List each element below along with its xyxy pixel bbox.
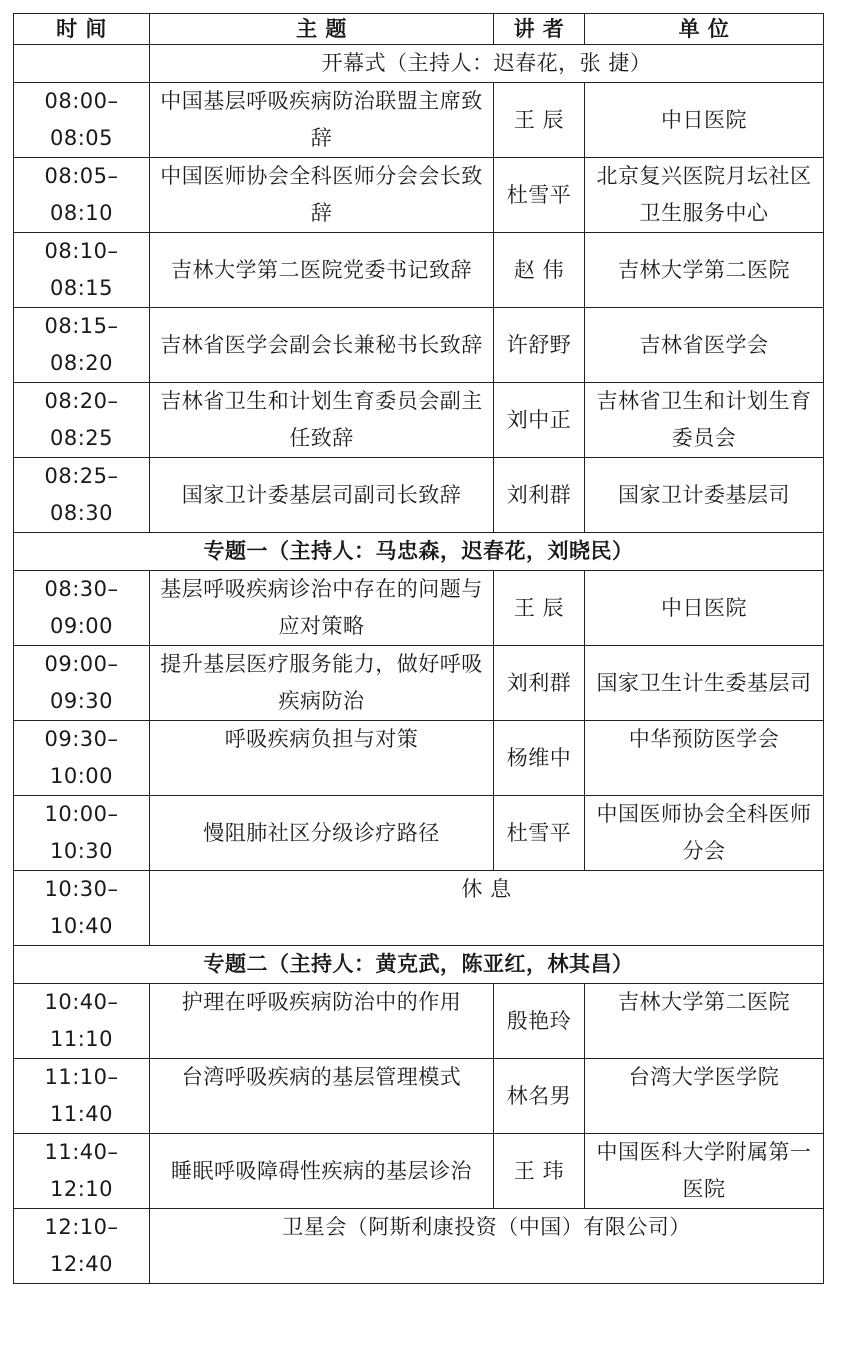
unit-cell: 国家卫生计生委基层司: [585, 646, 824, 721]
time-cell: 09:00–09:30: [14, 646, 150, 721]
unit-cell: 中华预防医学会: [585, 721, 824, 796]
unit-cell: 中国医科大学附属第一医院: [585, 1134, 824, 1209]
unit-cell: 中国医师协会全科医师分会: [585, 796, 824, 871]
break-label: 休 息: [150, 871, 824, 946]
opening-title: 开幕式（主持人：迟春花，张 捷）: [150, 45, 824, 83]
topic-cell: 台湾呼吸疾病的基层管理模式: [150, 1059, 494, 1134]
time-cell: 10:40–11:10: [14, 984, 150, 1059]
table-row: [14, 158, 824, 233]
speaker-cell: 王 辰: [494, 571, 585, 646]
topic-cell: 护理在呼吸疾病防治中的作用: [150, 984, 494, 1059]
table-row: [14, 1059, 824, 1134]
speaker-cell: 杜雪平: [494, 158, 585, 233]
table-row: [14, 721, 824, 796]
unit-cell: 中日医院: [585, 571, 824, 646]
topic-cell: 国家卫计委基层司副司长致辞: [150, 458, 494, 533]
speaker-cell: 赵 伟: [494, 233, 585, 308]
speaker-cell: 王 玮: [494, 1134, 585, 1209]
time-cell: 11:40–12:10: [14, 1134, 150, 1209]
time-cell: 08:15–08:20: [14, 308, 150, 383]
time-cell: 12:10–12:40: [14, 1209, 150, 1284]
unit-cell: 吉林省卫生和计划生育委员会: [585, 383, 824, 458]
time-cell: 10:30–10:40: [14, 871, 150, 946]
unit-cell: 国家卫计委基层司: [585, 458, 824, 533]
table-row: [14, 646, 824, 721]
speaker-cell: 殷艳玲: [494, 984, 585, 1059]
agenda-table: [13, 13, 824, 1284]
topic-cell: 基层呼吸疾病诊治中存在的问题与应对策略: [150, 571, 494, 646]
topic-cell: 吉林大学第二医院党委书记致辞: [150, 233, 494, 308]
speaker-cell: 杜雪平: [494, 796, 585, 871]
satellite-label: 卫星会（阿斯利康投资（中国）有限公司）: [150, 1209, 824, 1284]
header-time: 时 间: [14, 14, 150, 45]
time-cell: 08:00–08:05: [14, 83, 150, 158]
speaker-cell: 林名男: [494, 1059, 585, 1134]
speaker-cell: 杨维中: [494, 721, 585, 796]
session-row: [14, 946, 824, 984]
time-cell: 10:00–10:30: [14, 796, 150, 871]
speaker-cell: 刘中正: [494, 383, 585, 458]
session1-title: 专题一（主持人：马忠森，迟春花，刘晓民）: [14, 533, 824, 571]
break-row: [14, 871, 824, 946]
topic-cell: 中国医师协会全科医师分会会长致辞: [150, 158, 494, 233]
table-row: [14, 984, 824, 1059]
satellite-row: [14, 1209, 824, 1284]
unit-cell: 吉林大学第二医院: [585, 984, 824, 1059]
table-row: [14, 383, 824, 458]
header-unit: 单 位: [585, 14, 824, 45]
header-topic: 主 题: [150, 14, 494, 45]
topic-cell: 呼吸疾病负担与对策: [150, 721, 494, 796]
time-cell: 08:25–08:30: [14, 458, 150, 533]
speaker-cell: 王 辰: [494, 83, 585, 158]
unit-cell: 中日医院: [585, 83, 824, 158]
table-row: [14, 796, 824, 871]
speaker-cell: 刘利群: [494, 458, 585, 533]
topic-cell: 吉林省医学会副会长兼秘书长致辞: [150, 308, 494, 383]
speaker-cell: 许舒野: [494, 308, 585, 383]
table-row: [14, 83, 824, 158]
topic-cell: 吉林省卫生和计划生育委员会副主任致辞: [150, 383, 494, 458]
topic-cell: 慢阻肺社区分级诊疗路径: [150, 796, 494, 871]
time-cell: 08:30–09:00: [14, 571, 150, 646]
header-speaker: 讲 者: [494, 14, 585, 45]
table-row: [14, 308, 824, 383]
unit-cell: 北京复兴医院月坛社区卫生服务中心: [585, 158, 824, 233]
table-row: [14, 1134, 824, 1209]
topic-cell: 睡眠呼吸障碍性疾病的基层诊治: [150, 1134, 494, 1209]
unit-cell: 台湾大学医学院: [585, 1059, 824, 1134]
time-cell: 09:30–10:00: [14, 721, 150, 796]
time-cell: 08:20–08:25: [14, 383, 150, 458]
unit-cell: 吉林大学第二医院: [585, 233, 824, 308]
header-row: [14, 14, 824, 45]
session2-title: 专题二（主持人：黄克武，陈亚红，林其昌）: [14, 946, 824, 984]
time-cell: 11:10–11:40: [14, 1059, 150, 1134]
opening-row: [14, 45, 824, 83]
speaker-cell: 刘利群: [494, 646, 585, 721]
table-row: [14, 233, 824, 308]
table-row: [14, 458, 824, 533]
time-cell: 08:05–08:10: [14, 158, 150, 233]
unit-cell: 吉林省医学会: [585, 308, 824, 383]
session-row: [14, 533, 824, 571]
topic-cell: 中国基层呼吸疾病防治联盟主席致辞: [150, 83, 494, 158]
topic-cell: 提升基层医疗服务能力，做好呼吸疾病防治: [150, 646, 494, 721]
table-row: [14, 571, 824, 646]
time-cell: 08:10–08:15: [14, 233, 150, 308]
